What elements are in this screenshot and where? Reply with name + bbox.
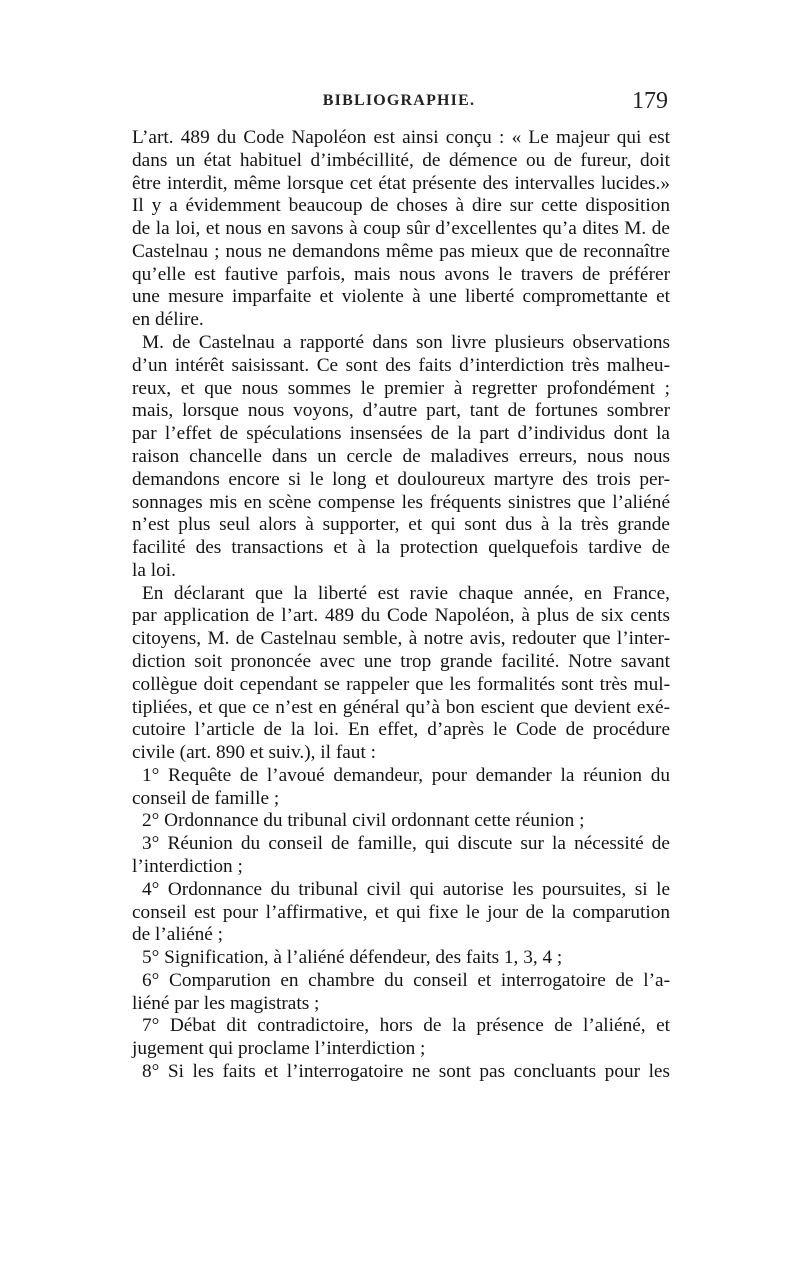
list-item bbox=[132, 879, 670, 947]
text-line: 3° Réunion du conseil de famille, qui discute sur la nécessité de bbox=[142, 833, 670, 855]
paragraph bbox=[132, 127, 670, 332]
text-line: diction soit prononcée avec une trop grande facilité. Notre savant bbox=[132, 650, 670, 672]
paragraph bbox=[132, 583, 670, 765]
list-item bbox=[132, 833, 670, 879]
text-line: M. de Castelnau a rapporté dans son livre plusieurs observations bbox=[142, 332, 670, 354]
text-line: En déclarant que la liberté est ravie chaque année, en France, bbox=[142, 582, 670, 604]
text-line: par application de l’art. 489 du Code Napoléon, à plus de six cents bbox=[132, 605, 670, 627]
text-line: citoyens, M. de Castelnau semble, à notre avis, redouter que l’inter- bbox=[132, 628, 670, 650]
text-line: raison chancelle dans un cercle de maladives erreurs, nous nous bbox=[132, 445, 670, 467]
text-line: de la loi, et nous en savons à coup sûr d’excellentes qu’a dites M. de bbox=[132, 218, 670, 240]
page-number: 179 bbox=[632, 88, 668, 114]
text-line: sonnages mis en scène compense les fréquents sinistres que l’aliéné bbox=[132, 491, 670, 513]
text-line: 8° Si les faits et l’interrogatoire ne sont pas concluants pour les bbox=[142, 1061, 670, 1083]
text-line: demandons encore si le long et douloureux martyre des trois per- bbox=[132, 468, 670, 490]
text-line: 1° Requête de l’avoué demandeur, pour demander la réunion du bbox=[142, 764, 670, 786]
text-line: la loi. bbox=[132, 559, 176, 581]
text-line: 7° Débat dit contradictoire, hors de la présence de l’aliéné, et bbox=[142, 1015, 670, 1037]
list-item bbox=[132, 765, 670, 811]
text-line: reux, et que nous sommes le premier à regretter profondément ; bbox=[132, 377, 670, 399]
page-header bbox=[130, 88, 668, 118]
text-line: n’est plus seul alors à supporter, et qui sont dus à la très grande bbox=[132, 514, 670, 536]
text-line: par l’effet de spéculations insensées de la part d’individus dont la bbox=[132, 423, 670, 445]
running-title: BIBLIOGRAPHIE. bbox=[322, 92, 476, 109]
text-line: 6° Comparution en chambre du conseil et interrogatoire de l’a- bbox=[142, 969, 670, 991]
list-item bbox=[132, 1061, 670, 1084]
text-line: 4° Ordonnance du tribunal civil qui autorise les poursuites, si le bbox=[142, 878, 670, 900]
text-line: être interdit, même lorsque cet état présente des intervalles lucides.» bbox=[132, 172, 670, 194]
text-line: jugement qui proclame l’interdiction ; bbox=[132, 1038, 426, 1060]
text-line: 5° Signification, à l’aliéné défendeur, des faits 1, 3, 4 ; bbox=[142, 947, 563, 969]
paragraph bbox=[132, 332, 670, 583]
text-line: tipliées, et que ce n’est en général qu’à bon escient que devient exé- bbox=[132, 696, 670, 718]
text-line: conseil de famille ; bbox=[132, 787, 280, 809]
text-line: mais, lorsque nous voyons, d’autre part, tant de fortunes sombrer bbox=[132, 400, 670, 422]
text-line: Il y a évidemment beaucoup de choses à dire sur cette disposition bbox=[132, 195, 670, 217]
list-item bbox=[132, 947, 670, 970]
text-line: une mesure imparfaite et violente à une liberté compromettante et bbox=[132, 286, 670, 308]
text-line: civile (art. 890 et suiv.), il faut : bbox=[132, 742, 376, 764]
text-line: en délire. bbox=[132, 309, 204, 331]
list-item bbox=[132, 970, 670, 1016]
text-line: conseil est pour l’affirmative, et qui fixe le jour de la comparution bbox=[132, 901, 670, 923]
text-line: 2° Ordonnance du tribunal civil ordonnant cette réunion ; bbox=[142, 810, 585, 832]
text-line: qu’elle est fautive parfois, mais nous avons le travers de préférer bbox=[132, 263, 670, 285]
page-body-text bbox=[132, 127, 670, 1084]
text-line: cutoire l’article de la loi. En effet, d’après le Code de procédure bbox=[132, 719, 670, 741]
text-line: liéné par les magistrats ; bbox=[132, 992, 320, 1014]
list-item bbox=[132, 810, 670, 833]
text-line: Castelnau ; nous ne demandons même pas mieux que de reconnaître bbox=[132, 240, 670, 262]
text-line: l’interdiction ; bbox=[132, 856, 243, 877]
text-line: de l’aliéné ; bbox=[132, 924, 224, 946]
list-item bbox=[132, 1015, 670, 1061]
text-line: d’un intérêt saisissant. Ce sont des faits d’interdiction très malheu- bbox=[132, 354, 670, 376]
text-line: collègue doit cependant se rappeler que les formalités sont très mul- bbox=[132, 673, 670, 695]
text-line: dans un état habituel d’imbécillité, de démence ou de fureur, doit bbox=[132, 149, 670, 171]
text-line: L’art. 489 du Code Napoléon est ainsi conçu : « Le majeur qui est bbox=[132, 127, 670, 148]
text-line: facilité des transactions et à la protection quelquefois tardive de bbox=[132, 537, 670, 559]
